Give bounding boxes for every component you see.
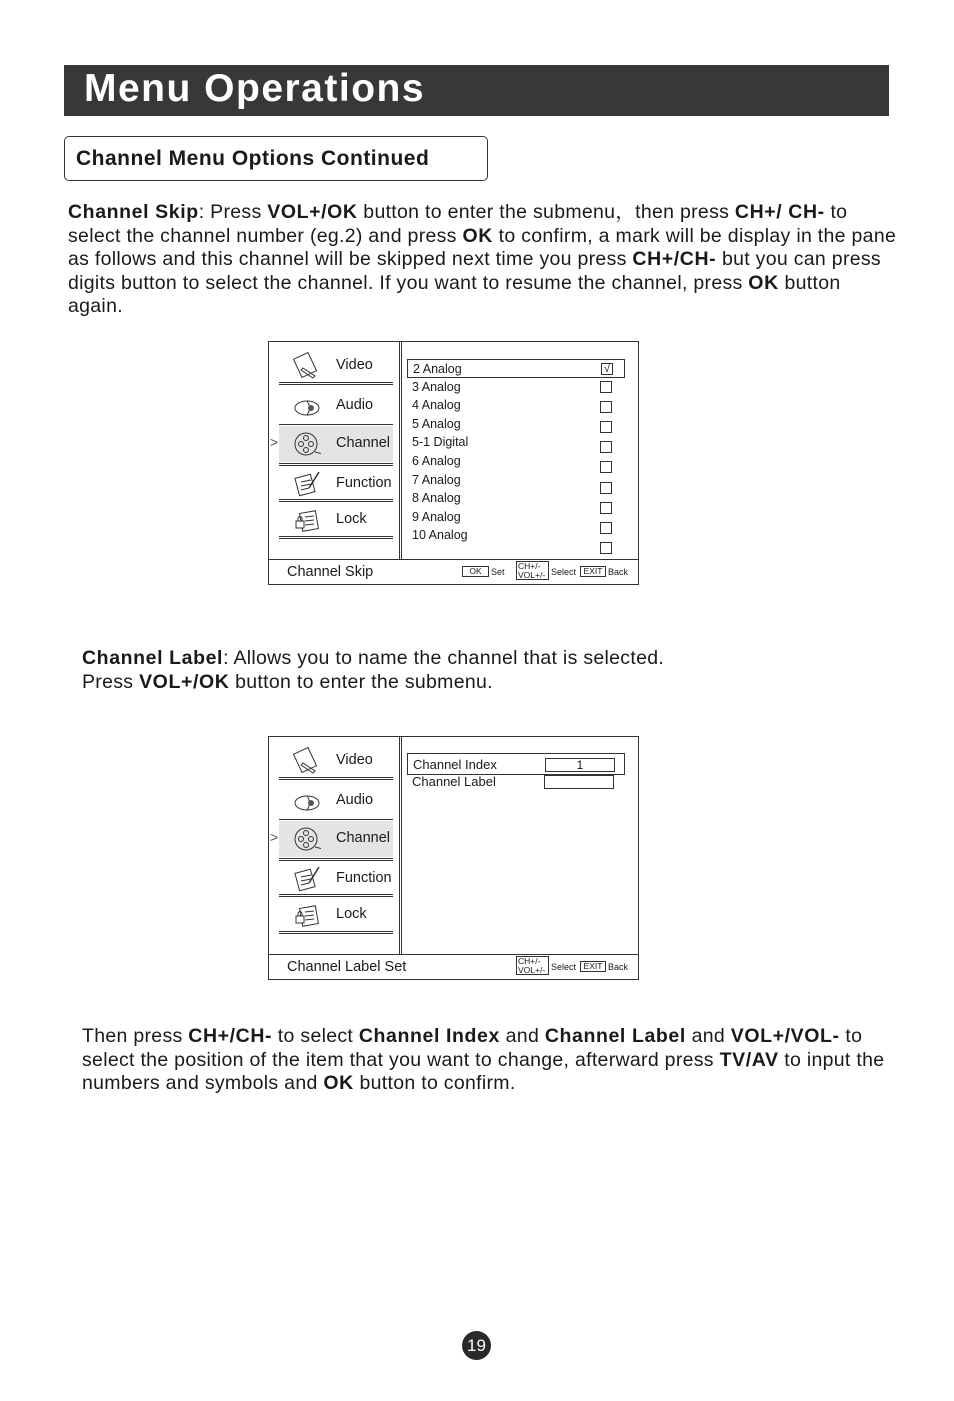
key-ok: OK	[462, 224, 493, 247]
osd-menu-item-video[interactable]	[279, 743, 393, 779]
osd-menu-item-audio[interactable]	[279, 783, 393, 819]
section-title: Channel Menu Options Continued	[76, 147, 430, 170]
lock-icon	[293, 506, 321, 534]
channel-name: 6 Analog	[412, 454, 461, 468]
exit-key-badge: EXIT	[580, 961, 606, 972]
channel-row[interactable]	[407, 452, 625, 471]
channel-label-paragraph	[82, 647, 882, 694]
channel-name: 2 Analog	[413, 362, 462, 376]
key-ch: CH+/CH-	[188, 1025, 273, 1047]
osd-menu-item-lock[interactable]	[279, 897, 393, 933]
channel-label-row[interactable]	[407, 771, 625, 793]
menu-label: Channel	[336, 435, 391, 451]
channel-label-field[interactable]	[544, 775, 614, 789]
selected-arrow-icon: >	[270, 434, 279, 450]
menu-label: Channel	[336, 830, 391, 846]
divider	[279, 777, 393, 780]
skip-checkbox[interactable]	[600, 381, 612, 393]
channel-index-field[interactable]: 1	[545, 758, 615, 772]
select-hint-text: Select	[551, 567, 577, 577]
ch-vol-key-badge	[516, 561, 549, 580]
menu-label: Function	[336, 475, 392, 491]
key-ok: OK	[323, 1072, 354, 1094]
key-ok: OK	[748, 271, 779, 294]
channel-name: 5 Analog	[412, 417, 461, 431]
back-hint-text: Back	[608, 567, 629, 577]
text: to select the channel number (eg.2) and press	[68, 201, 848, 247]
key-line: CH+/-	[518, 956, 541, 966]
term-channel-skip: Channel Skip	[68, 201, 199, 223]
key-ch: CH+/ CH-	[734, 201, 825, 223]
channel-row[interactable]	[407, 378, 625, 397]
channel-name: 10 Analog	[412, 528, 468, 542]
key-vol-ok: VOL+/OK	[267, 201, 358, 223]
row-label: Channel Index	[413, 757, 497, 772]
channel-name: 5-1 Digital	[412, 435, 469, 449]
term-channel-label: Channel Label	[82, 647, 224, 669]
text: Press	[82, 670, 140, 693]
channel-row[interactable]	[407, 489, 625, 508]
menu-label: Lock	[336, 511, 367, 527]
text: : Press	[198, 201, 268, 223]
page-number: 19	[462, 1331, 491, 1360]
ok-hint-text: Set	[491, 567, 505, 577]
channel-name: 3 Analog	[412, 380, 461, 394]
skip-checkbox[interactable]: √	[601, 363, 613, 375]
row-label: Channel Label	[412, 774, 496, 789]
osd-menu-item-audio[interactable]	[279, 388, 393, 424]
channel-name: 4 Analog	[412, 398, 461, 412]
channel-row[interactable]	[407, 396, 625, 415]
divider	[279, 931, 393, 934]
text: to input the numbers and symbols and	[82, 1048, 885, 1094]
channel-name: 8 Analog	[412, 491, 461, 505]
text: button to confirm.	[353, 1072, 516, 1094]
term-channel-label: Channel Label	[544, 1025, 686, 1047]
osd-footer	[269, 954, 638, 979]
channel-row[interactable]	[407, 415, 625, 434]
osd-footer-title: Channel Label Set	[287, 959, 407, 975]
ch-vol-key-badge	[516, 956, 549, 975]
lock-icon	[293, 901, 321, 929]
text: but you can press digits button to select the channel. If you want to resume the channel, press	[68, 248, 881, 294]
key-vol-ok: VOL+/OK	[139, 670, 230, 693]
key-line: VOL+/-	[518, 570, 546, 580]
channel-row[interactable]	[407, 508, 625, 527]
text: to confirm, a mark will be display in the pane as follows and this channel will be skipped next time you press	[68, 224, 897, 270]
osd-footer-title: Channel Skip	[287, 564, 374, 580]
text: Then press	[82, 1025, 189, 1047]
menu-label: Audio	[336, 397, 374, 413]
menu-label: Video	[336, 752, 373, 768]
osd-menu-item-function[interactable]	[279, 861, 393, 897]
ok-key-badge: OK	[462, 566, 489, 577]
key-ch: CH+/CH-	[632, 248, 717, 270]
channel-row[interactable]	[407, 359, 625, 378]
key-line: CH+/-	[518, 561, 541, 571]
menu-label: Function	[336, 870, 392, 886]
channel-name: 7 Analog	[412, 473, 461, 487]
video-icon	[293, 747, 321, 775]
instructions-paragraph	[82, 1025, 912, 1096]
channel-row[interactable]	[407, 471, 625, 490]
channel-icon	[293, 825, 321, 853]
channel-name: 9 Analog	[412, 510, 461, 524]
channel-skip-paragraph	[68, 201, 898, 319]
menu-label: Lock	[336, 906, 367, 922]
selected-arrow-icon: >	[270, 829, 279, 845]
function-icon	[293, 470, 321, 498]
video-icon	[293, 352, 321, 380]
back-hint-text: Back	[608, 962, 629, 972]
section-heading-box	[64, 136, 488, 181]
text: button again.	[68, 271, 841, 317]
text: to select	[272, 1025, 359, 1047]
text: and	[499, 1025, 545, 1047]
page-title: Menu Operations	[84, 67, 426, 110]
header-bar	[64, 65, 889, 116]
osd-menu-item-function[interactable]	[279, 466, 393, 502]
osd-menu-item-channel[interactable]	[279, 426, 393, 462]
text: : Allows you to name the channel that is selected.	[223, 647, 665, 669]
audio-icon	[293, 392, 321, 420]
text: and	[685, 1025, 731, 1047]
select-hint-text: Select	[551, 962, 577, 972]
text: button to enter the submenu.	[229, 670, 493, 693]
menu-label: Video	[336, 357, 373, 373]
osd-menu-item-lock[interactable]	[279, 502, 393, 538]
channel-row[interactable]	[407, 433, 625, 452]
osd-sidebar	[269, 342, 402, 560]
skip-checkbox[interactable]	[600, 542, 612, 554]
text: button to enter the submenu，then press	[357, 201, 735, 223]
key-tv-av: TV/AV	[719, 1048, 779, 1071]
osd-channel-skip-screen	[268, 341, 639, 585]
divider	[279, 536, 393, 539]
skip-checkbox[interactable]	[600, 421, 612, 433]
term-channel-index: Channel Index	[358, 1025, 500, 1047]
menu-label: Audio	[336, 792, 374, 808]
function-icon	[293, 865, 321, 893]
channel-icon	[293, 430, 321, 458]
divider	[279, 382, 393, 385]
osd-menu-item-channel[interactable]	[279, 821, 393, 857]
skip-checkbox[interactable]	[600, 401, 612, 413]
key-vol: VOL+/VOL-	[730, 1025, 840, 1047]
osd-menu-item-video[interactable]	[279, 348, 393, 384]
audio-icon	[293, 787, 321, 815]
exit-key-badge: EXIT	[580, 566, 606, 577]
key-line: VOL+/-	[518, 965, 546, 975]
osd-sidebar	[269, 737, 402, 955]
text: to select the position of the item that you want to change, afterward press	[82, 1025, 863, 1071]
osd-channel-label-screen	[268, 736, 639, 980]
osd-footer	[269, 559, 638, 584]
channel-row[interactable]	[407, 526, 625, 545]
